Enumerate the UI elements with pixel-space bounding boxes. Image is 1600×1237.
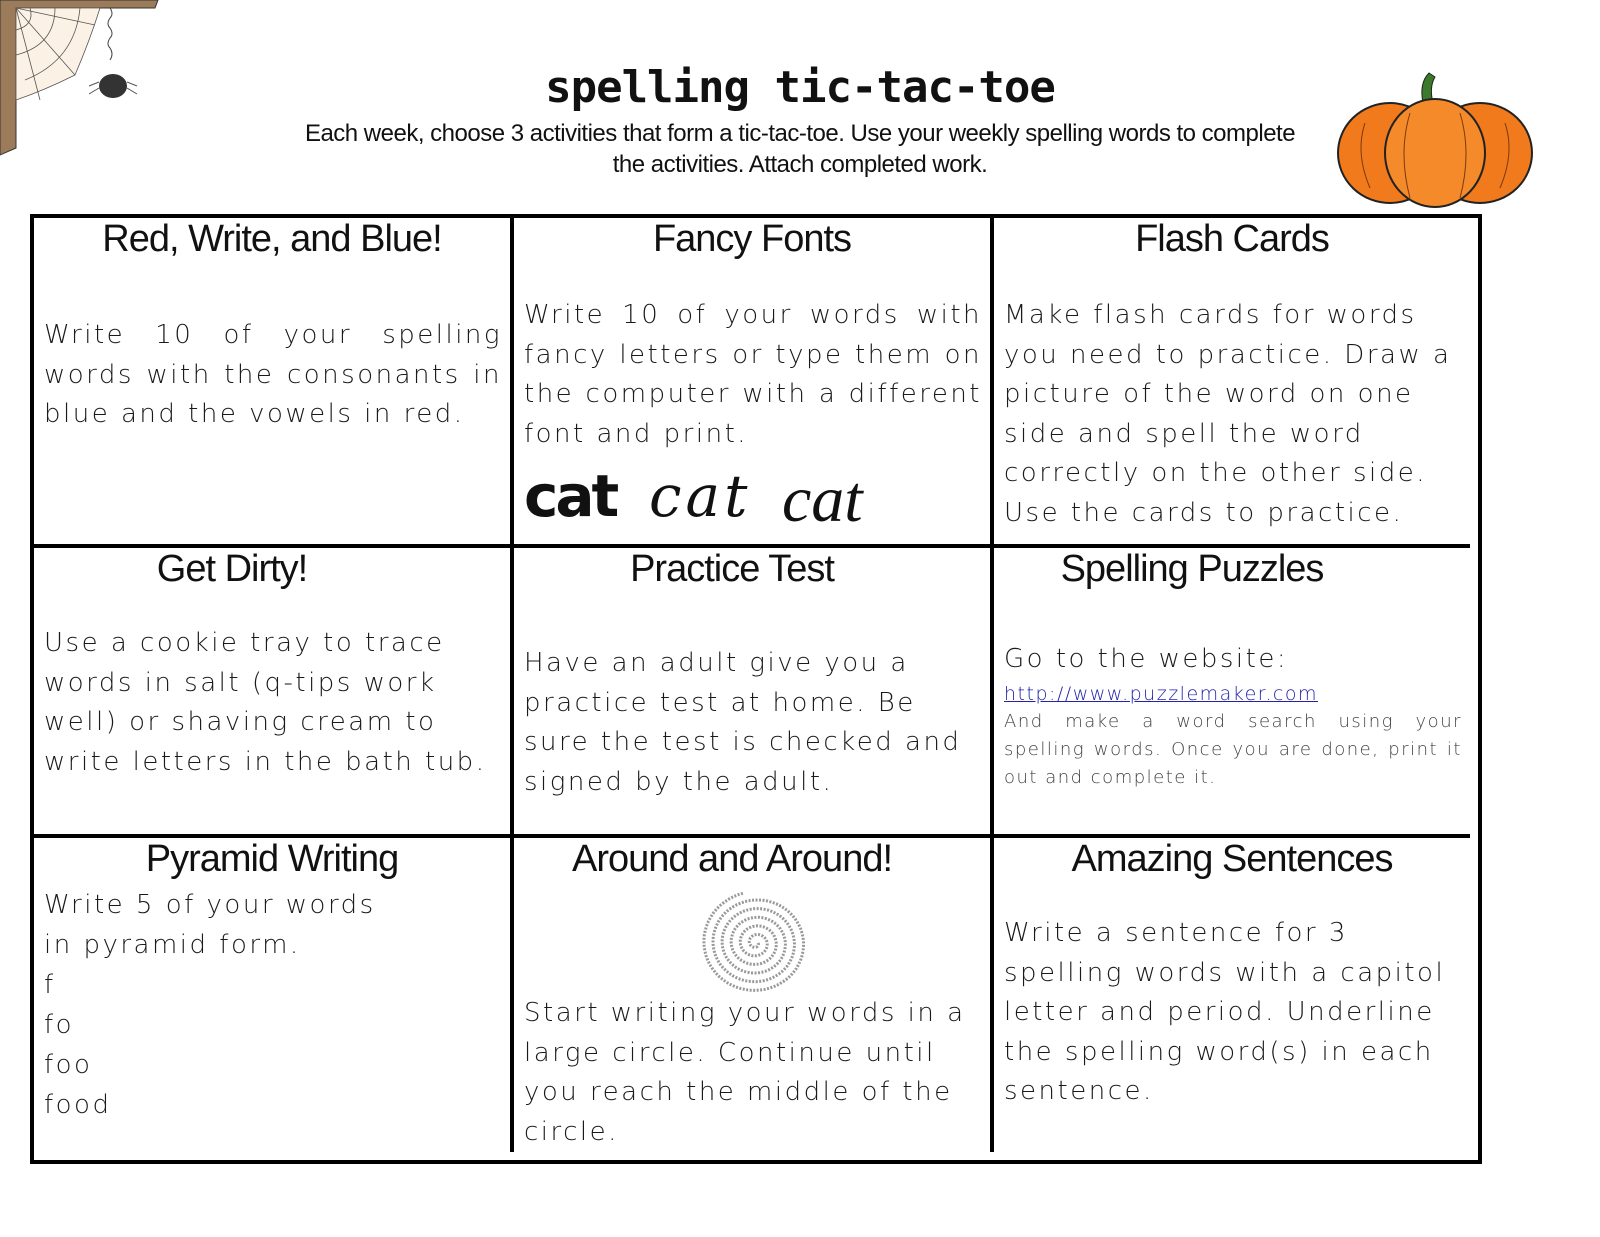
- cell-around-and-around: [514, 838, 994, 1152]
- cell-body: Use a cookie tray to trace words in salt (q-tips work well) or shaving cream to write letters in the bath tub.: [44, 628, 487, 777]
- cell-body: Write 10 of your spelling words with the consonants in blue and the vowels in red.: [44, 320, 502, 429]
- pyramid-line: foo: [44, 1050, 93, 1080]
- cell-practice-test: [514, 548, 994, 838]
- pyramid-line: fo: [44, 1010, 75, 1040]
- tic-tac-toe-board: [30, 214, 1482, 1164]
- fancy-font-example: cat: [524, 462, 617, 530]
- cell-title: Amazing Sentences: [1071, 838, 1393, 880]
- cell-title: Pyramid Writing: [145, 838, 399, 880]
- cell-title: Get Dirty!: [156, 548, 308, 590]
- cell-get-dirty: [34, 548, 514, 838]
- puzzlemaker-link[interactable]: http://www.puzzlemaker.com: [1004, 683, 1318, 705]
- cell-flash-cards: [994, 218, 1470, 548]
- cell-title: Fancy Fonts: [652, 218, 852, 260]
- cell-title: Practice Test: [630, 548, 834, 590]
- cell-body: Have an adult give you a practice test at home. Be sure the test is checked and signed by the adult.: [524, 648, 962, 797]
- cell-amazing-sentences: [994, 838, 1470, 1152]
- pyramid-line: food: [44, 1090, 112, 1120]
- cell-body: Write 10 of your words with fancy letters or type them on the computer with a different font and print.: [524, 300, 982, 449]
- cell-title: Flash Cards: [1135, 218, 1329, 260]
- cell-body: Write a sentence for 3 spelling words with a capitol letter and period. Underline the spelling word(s) in each sentence.: [1004, 918, 1446, 1106]
- cell-red-write-blue: [34, 218, 514, 548]
- fancy-font-example: cat: [649, 462, 752, 530]
- pyramid-line: f: [44, 970, 56, 1000]
- instructions: Each week, choose 3 activities that form a tic-tac-toe. Use your weekly spelling words to complete the activities. Attach completed work.: [304, 120, 1296, 178]
- cell-body: Write 5 of your words in pyramid form.: [44, 890, 376, 960]
- cell-title: Red, Write, and Blue!: [102, 218, 442, 260]
- cell-body: Start writing your words in a large circle. Continue until you reach the middle of the circle.: [524, 998, 966, 1147]
- word-spiral-icon: [696, 888, 816, 998]
- cell-title: Spelling Puzzles: [1060, 548, 1324, 590]
- cell-fancy-fonts: [514, 218, 994, 548]
- cell-body: Go to the website:: [1004, 644, 1289, 674]
- fancy-font-example: cat: [782, 463, 863, 536]
- cell-title: Around and Around!: [571, 838, 893, 880]
- cell-body: Make flash cards for words you need to practice. Draw a picture of the word on one side and spell the word correctly on the other side. Use the cards to practice.: [1004, 300, 1452, 528]
- cell-pyramid-writing: [34, 838, 514, 1152]
- page-title: spelling tic-tac-toe: [545, 62, 1055, 113]
- cell-spelling-puzzles: [994, 548, 1470, 838]
- cell-body-detail: And make a word search using your spelling words. Once you are done, print it out and complete it.: [1004, 711, 1462, 788]
